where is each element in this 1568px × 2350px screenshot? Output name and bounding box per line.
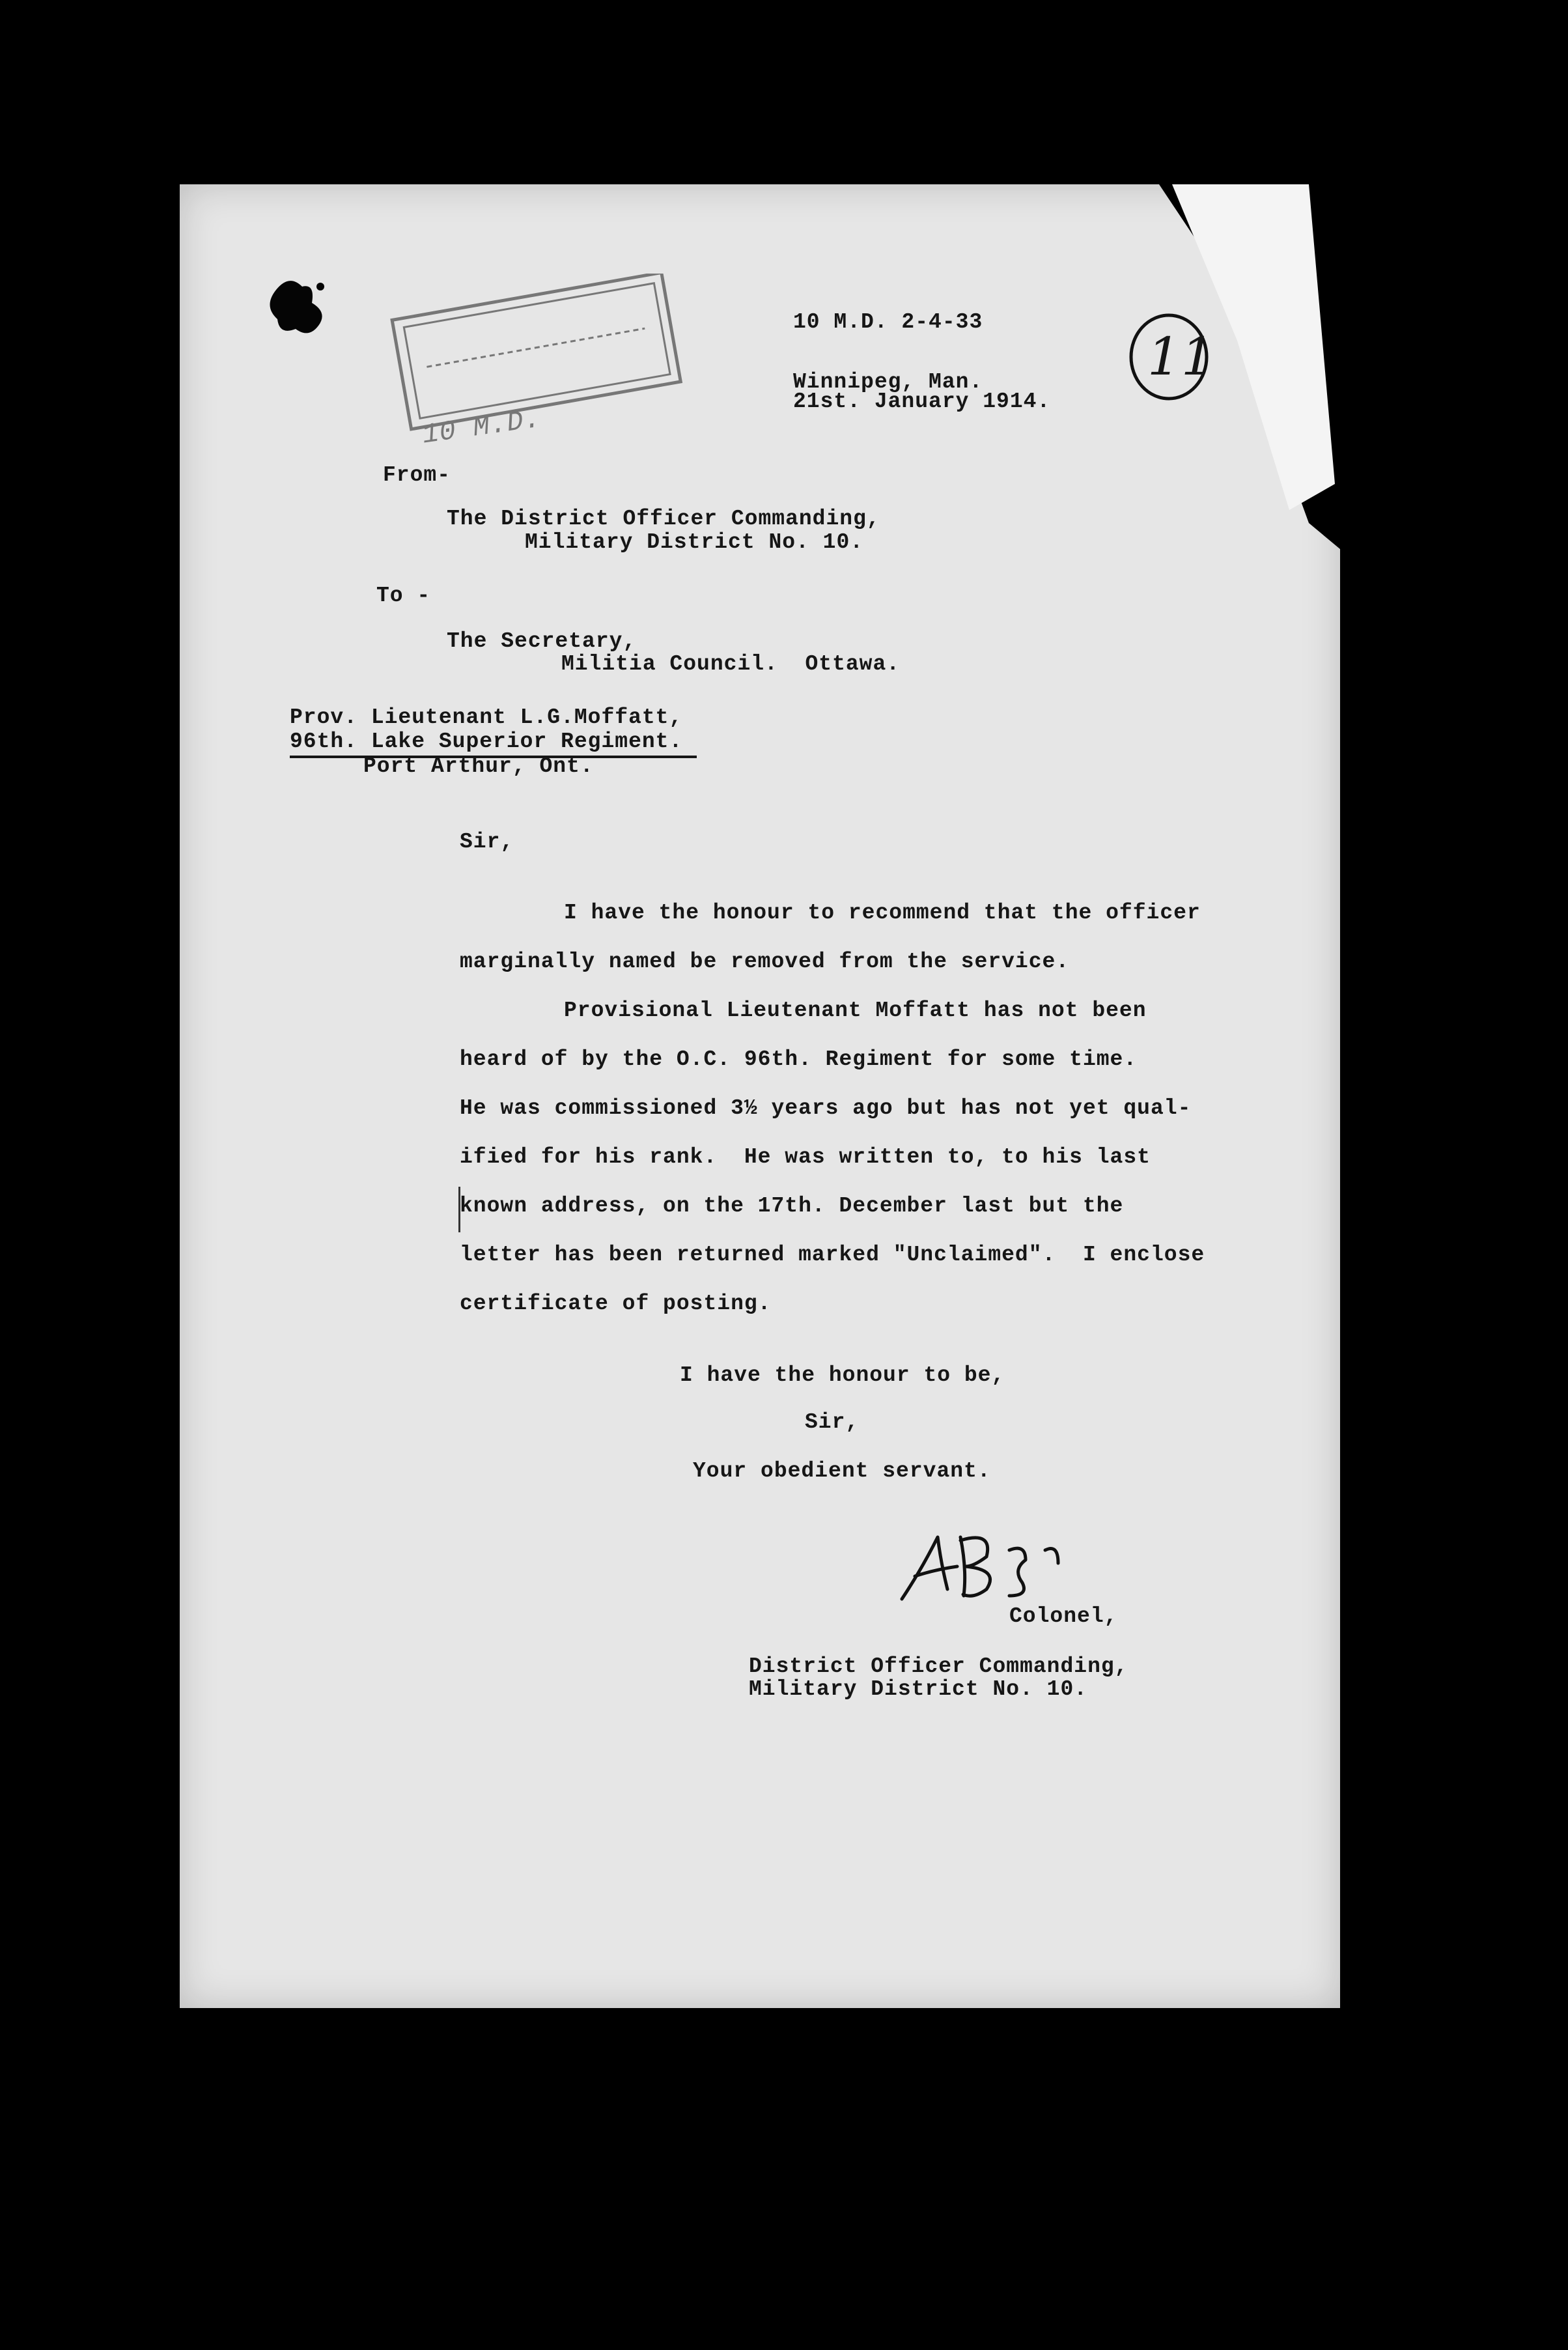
signatory-title-2: Military District No. 10. [749, 1677, 1088, 1701]
closing-line-1: I have the honour to be, [680, 1363, 1005, 1387]
body-line-4: heard of by the O.C. 96th. Regiment for some time. [460, 1047, 1138, 1071]
body-line-1: I have the honour to recommend that the officer [564, 901, 1201, 925]
salutation: Sir, [460, 830, 514, 854]
place: Winnipeg, Man. [793, 370, 983, 394]
ink-blot [263, 270, 335, 342]
closing-line-2: Sir, [805, 1410, 860, 1434]
closing-line-3: Your obedient servant. [693, 1459, 991, 1483]
body-line-3: Provisional Lieutenant Moffatt has not been [564, 998, 1147, 1023]
margin-note-line-2: 96th. Lake Superior Regiment. [290, 729, 683, 754]
to-label: To - [376, 584, 431, 608]
margin-note-line-3: Port Arthur, Ont. [363, 754, 594, 778]
from-line-1: The District Officer Commanding, [447, 507, 880, 531]
stamp-text: 10 M.D. [420, 403, 543, 451]
from-line-2: Military District No. 10. [525, 530, 864, 554]
body-line-5: He was commissioned 3½ years ago but has not yet qual- [460, 1096, 1192, 1120]
body-line-9: certificate of posting. [460, 1292, 772, 1316]
from-label: From- [383, 463, 451, 487]
signatory-title-1: District Officer Commanding, [749, 1654, 1128, 1678]
body-line-6: ified for his rank. He was written to, to his last [460, 1145, 1151, 1169]
to-line-2: Militia Council. Ottawa. [561, 652, 901, 676]
body-line-8: letter has been returned marked "Unclaimed". I enclose [460, 1243, 1205, 1267]
body-line-7: known address, on the 17th. December last but the [460, 1194, 1124, 1218]
file-reference: 10 M.D. 2-4-33 [793, 310, 983, 334]
margin-note-line-1: Prov. Lieutenant L.G.Moffatt, [290, 705, 683, 729]
date: 21st. January 1914. [793, 389, 1051, 414]
to-line-1: The Secretary, [447, 629, 637, 653]
signatory-rank: Colonel, [1009, 1604, 1118, 1628]
folio-number: 11 [1147, 326, 1215, 387]
handwritten-signature [895, 1524, 1110, 1609]
body-line-2: marginally named be removed from the service. [460, 950, 1070, 974]
